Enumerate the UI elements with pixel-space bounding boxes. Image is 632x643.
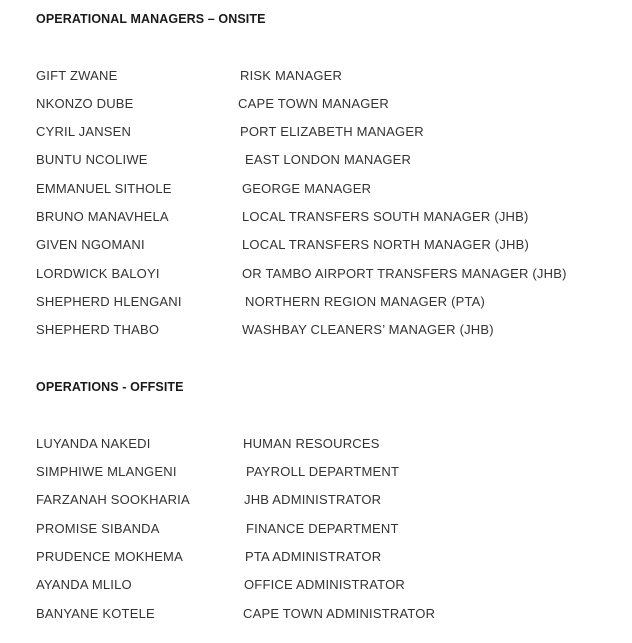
table-row: [0, 209, 632, 229]
staff-name: GIVEN NGOMANI: [36, 237, 145, 252]
staff-role: EAST LONDON MANAGER: [245, 152, 412, 167]
table-row: [0, 294, 632, 314]
staff-role: PAYROLL DEPARTMENT: [246, 464, 400, 479]
staff-role: NORTHERN REGION MANAGER (PTA): [245, 294, 486, 309]
staff-role: CAPE TOWN MANAGER: [238, 96, 389, 111]
table-row: [0, 492, 632, 512]
table-row: [0, 549, 632, 569]
staff-role: PORT ELIZABETH MANAGER: [240, 124, 424, 139]
table-row: [0, 152, 632, 172]
table-row: [0, 181, 632, 201]
staff-name: SIMPHIWE MLANGENI: [36, 464, 177, 479]
table-row: [0, 266, 632, 286]
staff-name: NKONZO DUBE: [36, 96, 134, 111]
staff-role: GEORGE MANAGER: [242, 181, 372, 196]
staff-name: PRUDENCE MOKHEMA: [36, 549, 183, 564]
table-row: [0, 237, 632, 257]
staff-name: SHEPHERD HLENGANI: [36, 294, 182, 309]
staff-role: PTA ADMINISTRATOR: [245, 549, 382, 564]
table-row: [0, 606, 632, 626]
staff-name: CYRIL JANSEN: [36, 124, 132, 139]
table-row: [0, 464, 632, 484]
table-row: [0, 577, 632, 597]
staff-name: LUYANDA NAKEDI: [36, 436, 151, 451]
staff-name: AYANDA MLILO: [36, 577, 132, 592]
staff-role: LOCAL TRANSFERS SOUTH MANAGER (JHB): [242, 209, 529, 224]
staff-name: LORDWICK BALOYI: [36, 266, 160, 281]
table-row: [0, 68, 632, 88]
staff-role: OR TAMBO AIRPORT TRANSFERS MANAGER (JHB): [242, 266, 567, 281]
staff-role: LOCAL TRANSFERS NORTH MANAGER (JHB): [242, 237, 530, 252]
section-heading-offsite: OPERATIONS - OFFSITE: [36, 380, 184, 394]
staff-role: HUMAN RESOURCES: [243, 436, 380, 451]
staff-name: SHEPHERD THABO: [36, 322, 160, 337]
section-heading-onsite: OPERATIONAL MANAGERS – ONSITE: [36, 12, 266, 26]
table-row: [0, 322, 632, 342]
staff-name: BUNTU NCOLIWE: [36, 152, 148, 167]
staff-role: OFFICE ADMINISTRATOR: [244, 577, 405, 592]
staff-role: RISK MANAGER: [240, 68, 343, 83]
staff-name: GIFT ZWANE: [36, 68, 118, 83]
staff-role: WASHBAY CLEANERS’ MANAGER (JHB): [242, 322, 494, 337]
table-row: [0, 124, 632, 144]
staff-role: CAPE TOWN ADMINISTRATOR: [243, 606, 436, 621]
staff-role: FINANCE DEPARTMENT: [246, 521, 399, 536]
table-row: [0, 521, 632, 541]
staff-name: BANYANE KOTELE: [36, 606, 155, 621]
staff-name: FARZANAH SOOKHARIA: [36, 492, 190, 507]
staff-name: EMMANUEL SITHOLE: [36, 181, 172, 196]
staff-name: PROMISE SIBANDA: [36, 521, 160, 536]
table-row: [0, 436, 632, 456]
staff-name: BRUNO MANAVHELA: [36, 209, 169, 224]
staff-role: JHB ADMINISTRATOR: [244, 492, 382, 507]
table-row: [0, 96, 632, 116]
